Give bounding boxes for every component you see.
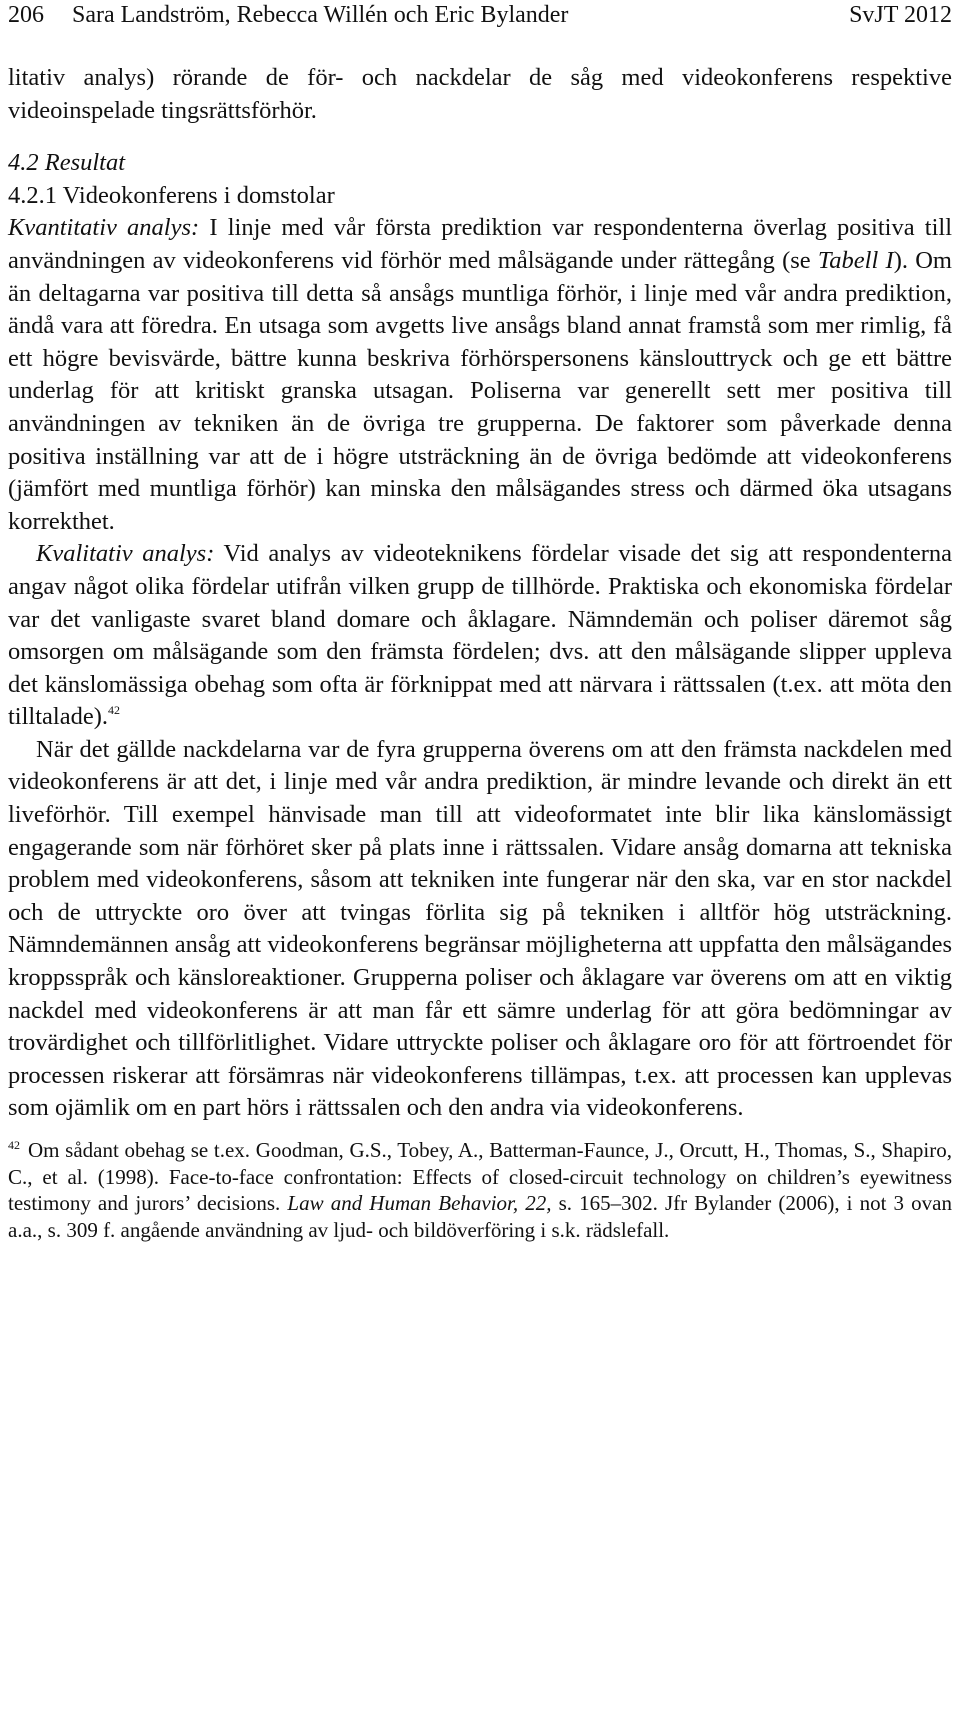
article-body (8, 62, 952, 1125)
running-head-authors: Sara Landström, Rebecca Willén och Eric Bylander (72, 2, 569, 28)
running-head-journal: SvJT 2012 (849, 2, 952, 28)
qualitative-label: Kvalitativ analys: (36, 540, 215, 568)
qualitative-analysis-paragraph (8, 538, 952, 734)
quantitative-text-2: ). Om än deltagarna var positiva till detta så ansågs muntliga förhör, i linje med vår andra prediktion, ändå vara att föredra. En utsaga som avgetts live ansågs bland annat framstå som mer rimlig, få ett högre bevisvärde, bättre kunna beskriva förhörspersonens känslouttryck och ge ett bättre underlag för att kritiskt granska utsagan. Poliserna var generellt sett mer positiva till användningen av tekniken än de övriga tre grupperna. De faktorer som påverkade denna positiva inställning var att de i högre utsträckning än de övriga bedömde att videokonferens (jämfört med muntliga förhör) kan minska den målsägandes stress och därmed öka utsagans korrekthet. (8, 246, 952, 535)
intro-paragraph: litativ analys) rörande de för- och nackdelar de såg med videokonferens respektive videoinspelade tingsrättsförhör. (8, 64, 952, 124)
footnote-text-2: s. 165–302. Jfr Bylander (2006), i not 3 ovan a.a., s. 309 f. angående användning av ljud- och bildöverföring i s.k. rädslefall. (8, 1191, 952, 1242)
section-heading: 4.2 Resultat (8, 149, 126, 177)
footnote-reference[interactable]: 42 (108, 703, 120, 718)
footnote (8, 1137, 952, 1243)
running-head (8, 0, 952, 30)
subsection-heading: 4.2.1 Videokonferens i domstolar (8, 181, 335, 209)
quantitative-analysis-paragraph (8, 212, 952, 538)
table-reference: Tabell I (817, 246, 894, 274)
quantitative-label: Kvantitativ analys: (8, 214, 200, 242)
disadvantages-paragraph: När det gällde nackdelarna var de fyra grupperna överens om att den främsta nackdelen med videokonferens är att det, i linje med vår andra prediktion, är mindre levande och direkt än ett liveförhör. Till exempel hänvisade man till att videoformatet inte blir lika känslomässigt engagerande som när förhöret sker på plats inne i rättssalen. Vidare ansåg domarna att tekniska problem med videokonferens, såsom att tekniken inte fungerar när den ska, var en stor nackdel och de uttryckte oro över att tvingas förlita sig på tekniken i alltför hög utsträckning. Nämndemännen ansåg att videokonferens begränsar möjligheterna att uppfatta den målsägandes kroppsspråk och känsloreaktioner. Grupperna poliser och åklagare var överens om att en viktig nackdel med videokonferens är att man får ett sämre underlag för att göra bedömningar av trovärdighet och tillförlitlighet. Vidare uttryckte poliser och åklagare oro för att förtroendet för processen riskerar att försämras när videokonferens tillämpas, t.ex. att processen kan upplevas som ojämlik om en part hörs i rättssalen och den andra via videokonferens. (8, 735, 952, 1122)
footnote-number: 42 (8, 1138, 20, 1152)
quantitative-text-1: I linje med vår första prediktion var respondenterna överlag positiva till användningen av videokonferens vid förhör med målsägande under rättegång (se (8, 214, 952, 274)
footnote-journal-title: Law and Human Behavior, 22, (287, 1191, 552, 1215)
page-number: 206 (8, 2, 44, 28)
qualitative-text: Vid analys av videoteknikens fördelar visade det sig att respondenterna angav något olika fördelar utifrån vilken grupp de tillhörde. Praktiska och ekonomiska fördelar var det vanligaste svaret bland domare och åklagare. Nämndemän och poliser däremot såg omsorgen om målsägande som den främsta fördelen; dvs. att den målsägande slipper uppleva det känslomässiga obehag som ofta är förknippat med att närvara i rättssalen (t.ex. att möta den tilltalade). (8, 540, 953, 731)
footnote-text-1: Om sådant obehag se t.ex. Goodman, G.S., Tobey, A., Batterman-Faunce, J., Orcutt, H., Thomas, S., Shapiro, C., et al. (1998). Face-to-face confrontation: Effects of closed-circuit technology on children’s eyewitness testimony and jurors’ decisions. (8, 1138, 952, 1215)
journal-page (8, 0, 952, 1243)
